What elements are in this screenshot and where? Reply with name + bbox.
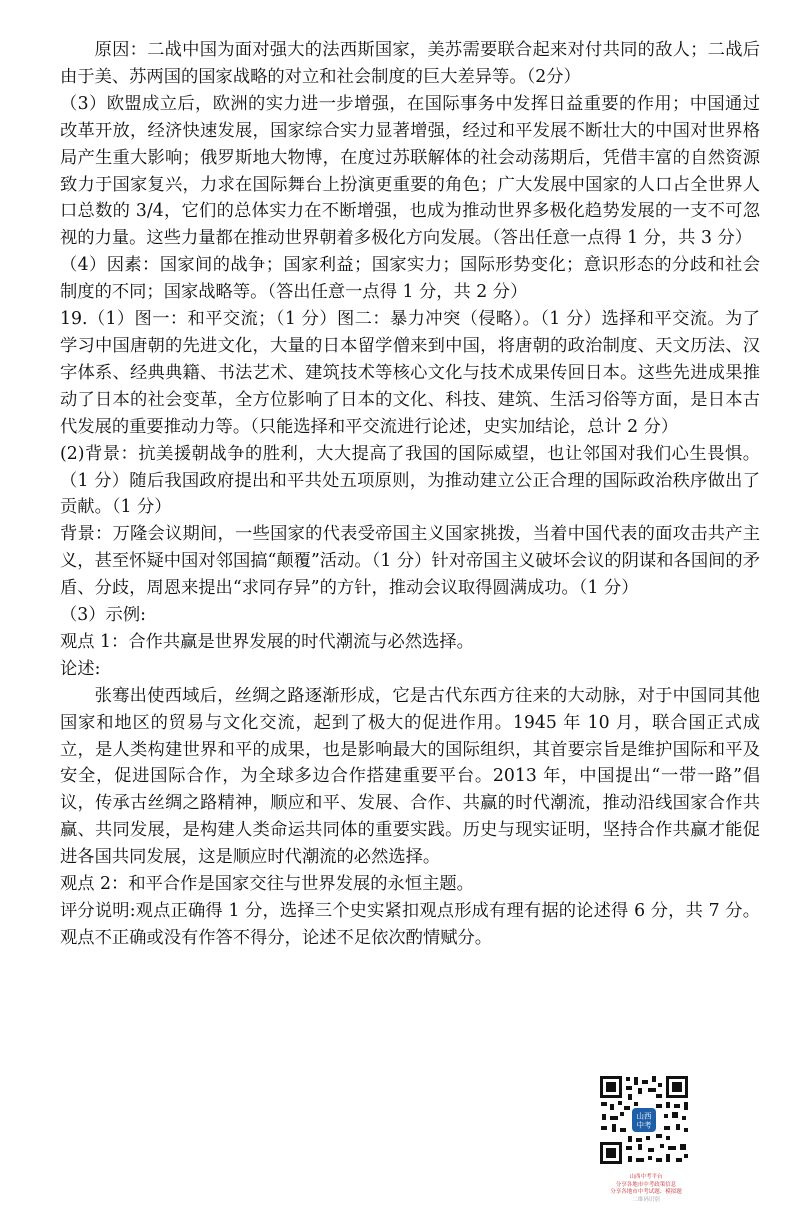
paragraph-19-1: 19.（1）图一：和平交流；（1 分）图二：暴力冲突（侵略）。（1 分）选择和平交流。为了学习中国唐朝的先进文化，大量的日本留学僧来到中国，将唐朝的政治制度、天文历法、汉字体系、经典典籍、书法艺术、建筑技术等核心文化与技术成果传回日本。这些先进成果推动了日本的社会变革，全方位影响了日本的文化、科技、建筑、生活习俗等方面，是日本古代发展的重要推动力等。（只能选择和平交流进行论述，史实加结论，总计 2 分） (60, 309, 760, 437)
paragraph-19-3: （3）示例: (60, 605, 146, 626)
qr-caption-line: 分享各地市中考试题、模拟题 (610, 1189, 682, 1195)
qr-caption-sub: 二维码识别 (632, 1196, 660, 1203)
paragraph-q3: （3）欧盟成立后，欧洲的实力进一步增强，在国际事务中发挥日益重要的作用；中国通过改革开放，经济快速发展，国家综合实力显著增强，经过和平发展不断壮大的中国对世界格局产生重大影响；俄罗斯地大物博，在度过苏联解体的社会动荡期后，凭借丰富的自然资源致力于国家复兴，力求在国际舞台上扮演更重要的角色；广大发展中国家的人口占全世界人口总数的 3/4，它们的总体实力在不断增强，也成为推动世界多极化趋势发展的一支不可忽视的力量。这些力量都在推动世界朝着多极化方向发展。（答出任意一点得 1 分，共 3 分） (60, 93, 760, 249)
qr-badge-top: 山西 (636, 1111, 652, 1121)
document-body (60, 37, 760, 952)
qr-code-block (598, 1074, 694, 1204)
qr-caption (598, 1174, 694, 1204)
paragraph-19-2: (2)背景：抗美援朝战争的胜利，大大提高了我国的国际威望，也让邻国对我们心生畏惧。（1 分）随后我国政府提出和平共处五项原则，为推动建立公正合理的国际政治秩序做出了贡献。（1 分） (60, 443, 760, 518)
qr-badge-bottom: 中考 (636, 1120, 652, 1130)
paragraph-discussion: 张骞出使西域后，丝绸之路逐渐形成，它是古代东西方往来的大动脉，对于中国同其他国家和地区的贸易与文化交流，起到了极大的促进作用。1945 年 10 月，联合国正式成立，是人类构建世界和平的成果，也是影响最大的国际组织，其首要宗旨是维护国际和平及安全，促进国际合作，为全球多边合作搭建重要平台。2013 年，中国提出“一带一路”倡议，传承古丝绸之路精神，顺应和平、发展、合作、共赢的时代潮流，推动沿线国家合作共赢、共同发展，是构建人类命运共同体的重要实践。历史与现实证明，坚持合作共赢才能促进各国共同发展，这是顺应时代潮流的必然选择。 (60, 685, 760, 868)
paragraph-view-2: 观点 2：和平合作是国家交往与世界发展的永恒主题。 (60, 874, 474, 895)
qr-caption-line: 分享各地市中考政策信息 (615, 1181, 677, 1188)
qr-caption-line: 山西中考平台 (629, 1174, 663, 1180)
paragraph-discussion-label: 论述: (60, 658, 101, 679)
paragraph-scoring: 评分说明:观点正确得 1 分，选择三个史实紧扣观点形成有理有据的论述得 6 分，共 7 分。观点不正确或没有作答不得分，论述不足依次酌情赋分。 (60, 901, 760, 948)
qr-code-icon (598, 1074, 690, 1166)
paragraph-view-1: 观点 1：合作共赢是世界发展的时代潮流与必然选择。 (60, 631, 474, 652)
paragraph-q4: （4）因素：国家间的战争；国家利益；国家实力；国际形势变化；意识形态的分歧和社会制度的不同；国家战略等。（答出任意一点得 1 分，共 2 分） (60, 255, 760, 303)
paragraph-bandung: 背景：万隆会议期间，一些国家的代表受帝国主义国家挑拨，当着中国代表的面攻击共产主义，甚至怀疑中国对邻国搞“颠覆”活动。（1 分）针对帝国主义破坏会议的阴谋和各国间的矛盾、分歧，周恩来提出“求同存异”的方针，推动会议取得圆满成功。（1 分） (60, 524, 760, 599)
paragraph-reason: 原因：二战中国为面对强大的法西斯国家，美苏需要联合起来对付共同的敌人；二战后由于美、苏两国的国家战略的对立和社会制度的巨大差异等。（2分） (60, 40, 760, 87)
